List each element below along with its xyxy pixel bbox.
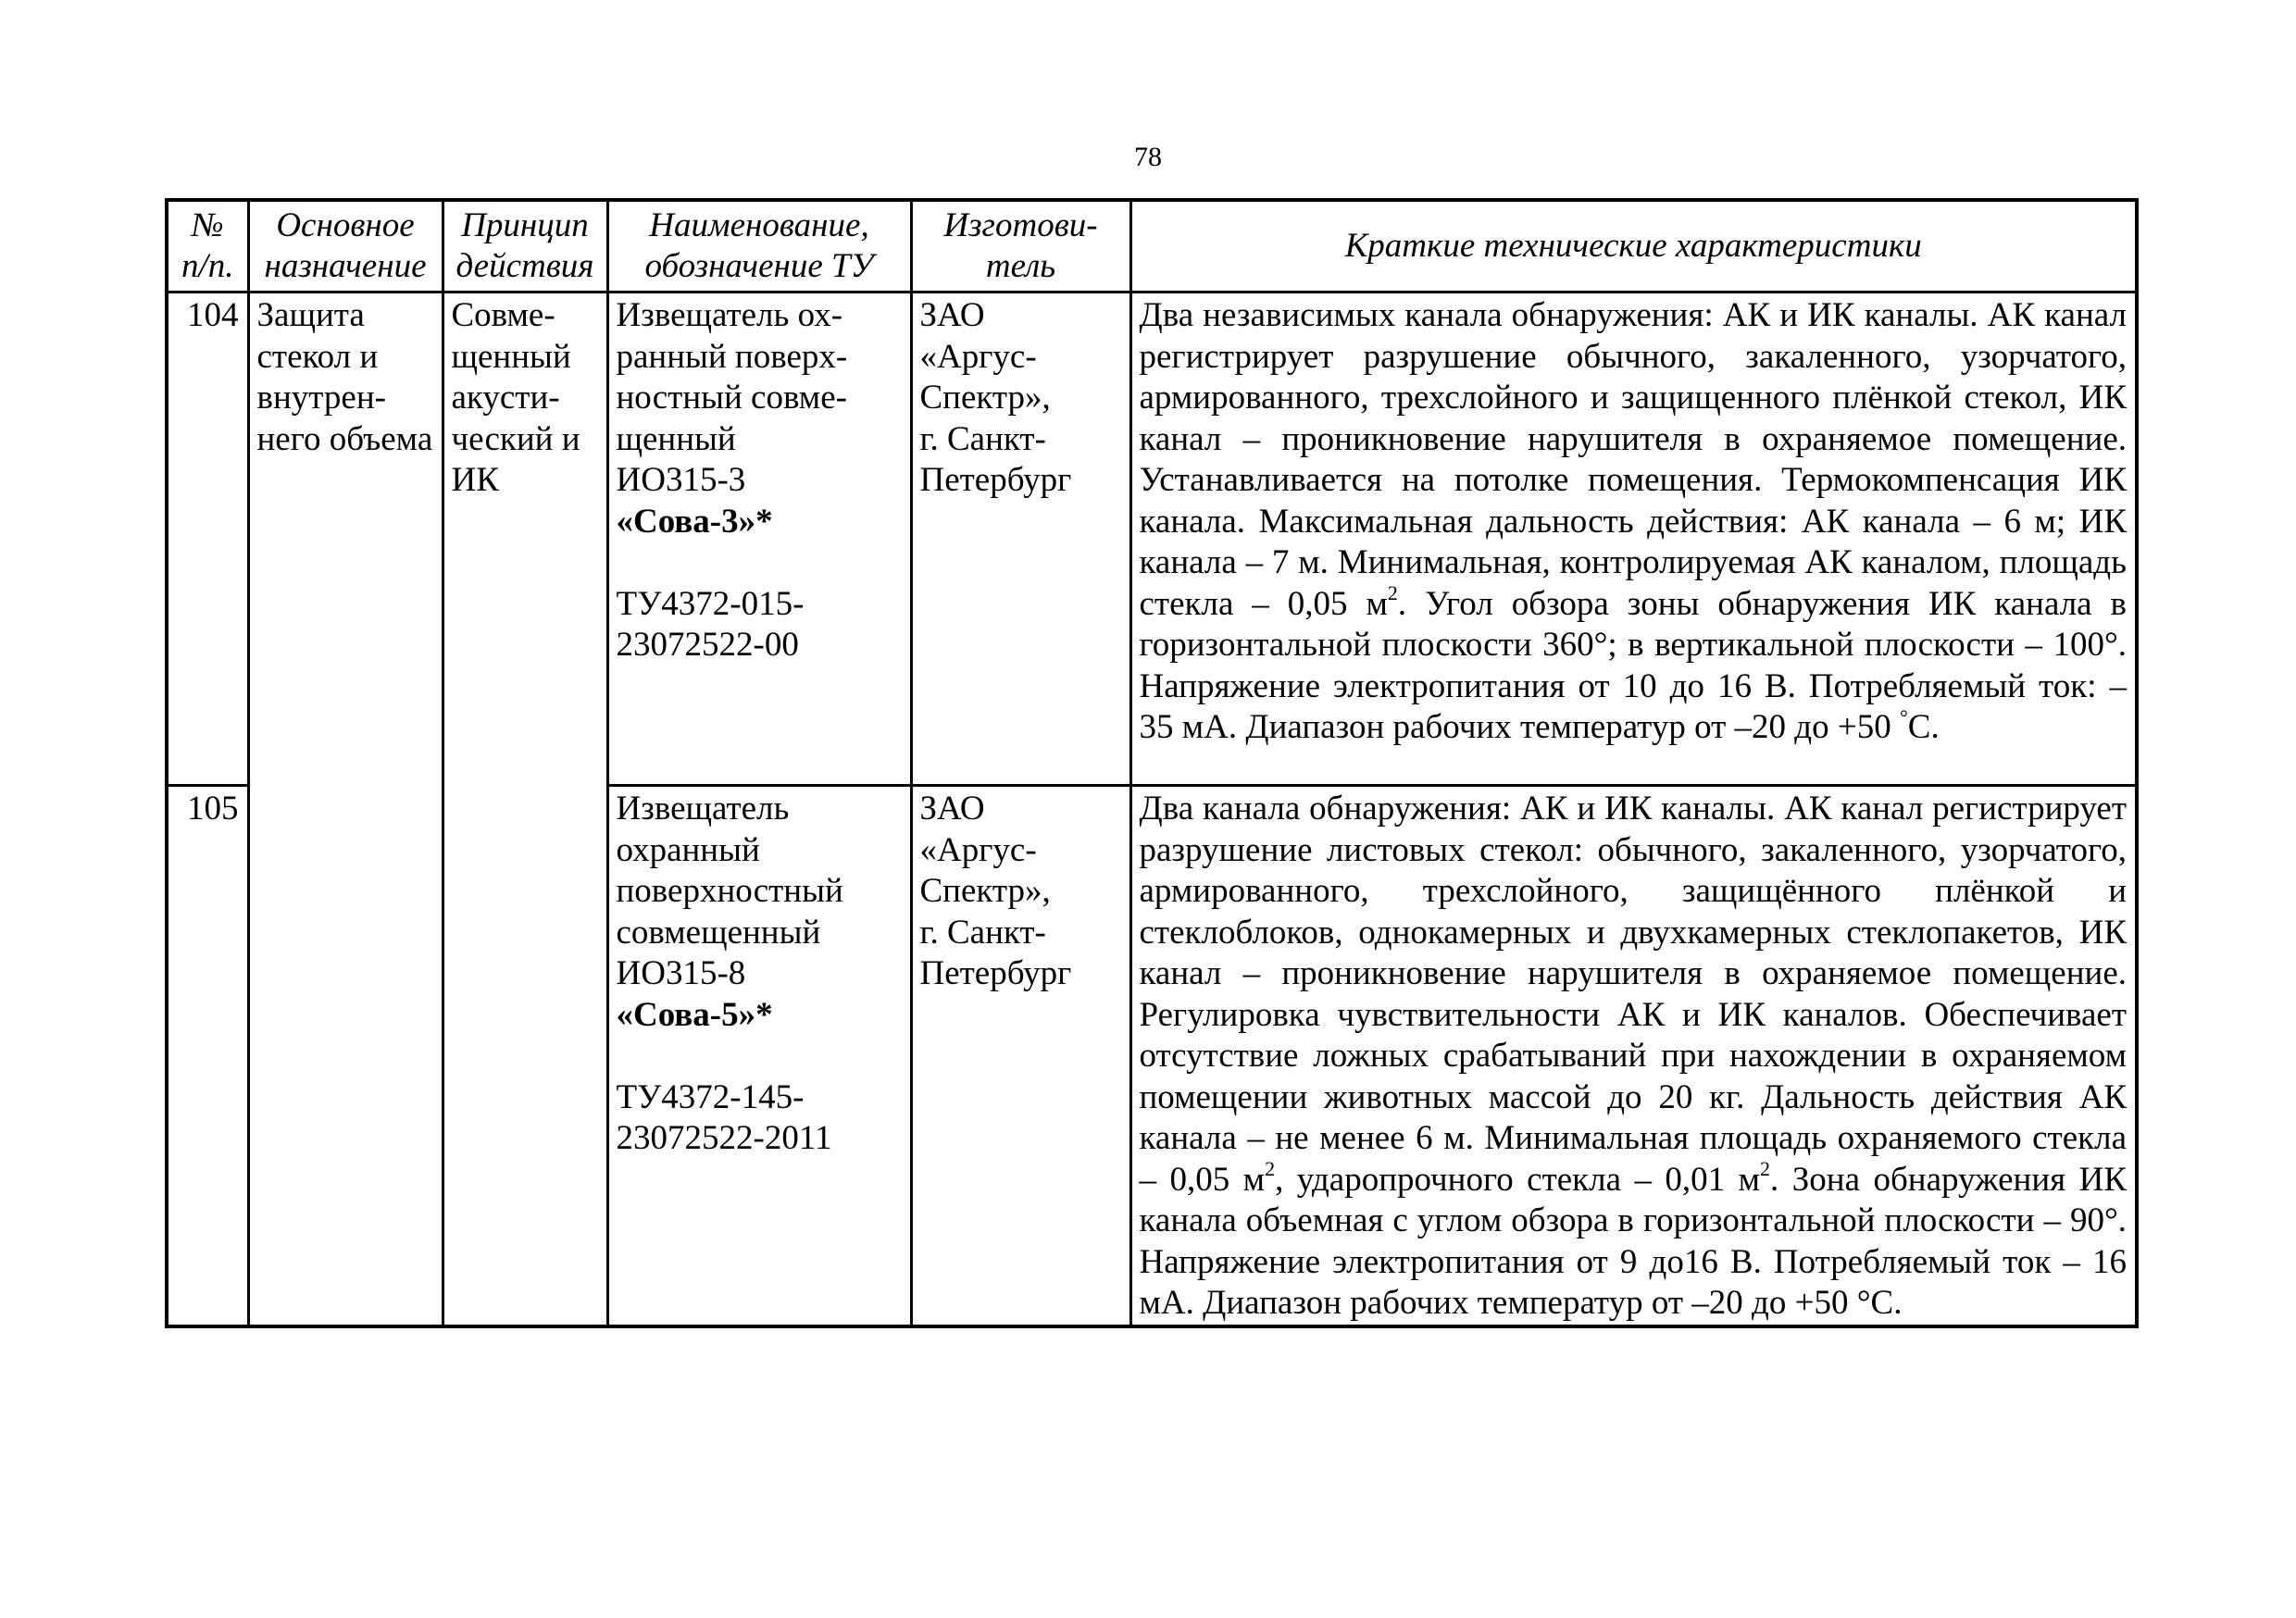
specs-cell [1130, 292, 2137, 786]
header-name [607, 200, 911, 292]
purpose-line: него объема [256, 419, 433, 458]
model-name: «Сова-5»* [616, 995, 773, 1034]
tu-line: 23072522-2011 [616, 1119, 832, 1157]
model-name: «Сова-3»* [616, 502, 773, 541]
specs-text: Два канала обнаружения: АК и ИК каналы. АК канал регистрирует разрушение листовых стекол: обычного, закаленного, узорчатого, армированного, трехслойного, защищённого плёнкой и стеклоблоков, однокамерных и двухкамерных стеклопакетов, ИК канал – проникновение нарушителя в охраняемое помещение. Регулировка чувствительности АК и ИК каналов. Обеспечивает отсутствие ложных срабатываний при нахождении в охраняемом помещении животных массой до 20 кг. Дальность действия АК канала – не менее 6 м. Минимальная площадь охраняемого стекла – 0,05 м [1139, 790, 2127, 1199]
specs-text: С. [1907, 708, 1940, 746]
maker-line: «Аргус- [919, 337, 1037, 376]
principle-line: ческий и [451, 419, 580, 458]
header-num-line: п/п. [181, 247, 234, 285]
name-line: ностный совме- [616, 379, 847, 417]
name-line: поверхностный [616, 872, 843, 910]
name-cell [607, 786, 911, 1326]
spacer [617, 542, 902, 584]
maker-line: Петербург [919, 461, 1072, 499]
principle-line: Совме- [451, 296, 555, 334]
purpose-cell [248, 292, 443, 1326]
specs-text: , ударопрочного стекла – 0,01 м [1275, 1160, 1761, 1199]
header-principle-line: действия [455, 247, 594, 285]
specs-text: . Угол обзора зоны обнаружения ИК канала в горизонтальной плоскости 360°; в вертикальной плоскости – 100°. Напряжение электропитания от 10 до 16 В. Потребляемый ток: – 35 мА. Диапазон рабочих температур от –20 до +50 [1139, 584, 2127, 746]
principle-line: щенный [451, 337, 571, 376]
header-name-line: обозначение ТУ [644, 247, 874, 285]
maker-cell [911, 786, 1130, 1326]
spacer [617, 1036, 902, 1077]
header-num-line: № [191, 206, 224, 244]
tu-line: ТУ4372-015- [616, 584, 805, 623]
name-line: охранный [616, 830, 760, 869]
header-name-line: Наименование, [649, 206, 869, 244]
tu-line: ТУ4372-145- [616, 1077, 805, 1116]
purpose-line: стекол и [256, 337, 379, 376]
specs-text: . Зона обнаружения ИК канала объемная с углом обзора в горизонтальной плоскости – 90°. Напряжение электропитания от 9 до16 В. Потребляемый ток – 16 мА. Диапазон рабочих температур от –20 до +50 °С. [1139, 1160, 2127, 1322]
name-line: Извещатель ох- [616, 296, 843, 334]
header-purpose-line: назначение [264, 247, 427, 285]
maker-line: «Аргус- [919, 830, 1037, 869]
table-row [167, 292, 2137, 786]
maker-line: г. Санкт- [919, 913, 1046, 952]
name-line: щенный [616, 419, 736, 458]
principle-line: акусти- [451, 379, 560, 417]
header-principle-line: Принцип [461, 206, 589, 244]
header-num [167, 200, 248, 292]
purpose-line: внутрен- [256, 379, 386, 417]
header-maker [911, 200, 1130, 292]
page-number: 78 [1134, 142, 1162, 172]
header-principle [443, 200, 607, 292]
maker-cell [911, 292, 1130, 786]
name-line: ранный поверх- [616, 337, 848, 376]
name-line: ИО315-8 [616, 954, 746, 992]
header-maker-line: Изготови- [943, 206, 1098, 244]
header-maker-line: тель [985, 247, 1056, 285]
maker-line: Спектр», [919, 872, 1051, 910]
maker-line: Спектр», [919, 379, 1051, 417]
maker-line: Петербург [919, 954, 1072, 992]
maker-line: г. Санкт- [919, 419, 1046, 458]
specs-text: Два независимых канала обнаружения: АК и ИК каналы. АК канал регистрирует разрушение обычного, закаленного, узорчатого, армированного, трехслойного и защищенного плёнкой стекол, ИК канал – проникновение нарушителя в охраняемое помещение. Устанавливается на потолке помещения. Термокомпенсация ИК канала. Максимальная дальность действия: АК канала – 6 м; ИК канала – 7 м. Минимальная, контролируемая АК каналом, площадь стекла – 0,05 м [1139, 296, 2127, 623]
superscript: ° [1899, 704, 1908, 728]
superscript: 2 [1760, 1157, 1771, 1181]
specs-cell [1130, 786, 2137, 1326]
name-line: Извещатель [616, 790, 790, 828]
maker-line: ЗАО [919, 296, 985, 334]
principle-cell [443, 292, 607, 1326]
maker-line: ЗАО [919, 790, 985, 828]
name-line: совмещенный [616, 913, 821, 952]
row-number: 105 [167, 786, 248, 1326]
header-purpose-line: Основное [276, 206, 415, 244]
header-specs: Краткие технические характеристики [1130, 200, 2137, 292]
name-line: ИО315-3 [616, 461, 746, 499]
equipment-table [165, 198, 2139, 1328]
name-cell [607, 292, 911, 786]
principle-line: ИК [451, 461, 499, 499]
tu-line: 23072522-00 [616, 626, 799, 664]
superscript: 2 [1265, 1157, 1276, 1181]
row-number: 104 [167, 292, 248, 786]
superscript: 2 [1387, 581, 1398, 605]
table-header-row [167, 200, 2137, 292]
purpose-line: Защита [256, 296, 365, 334]
header-purpose [248, 200, 443, 292]
